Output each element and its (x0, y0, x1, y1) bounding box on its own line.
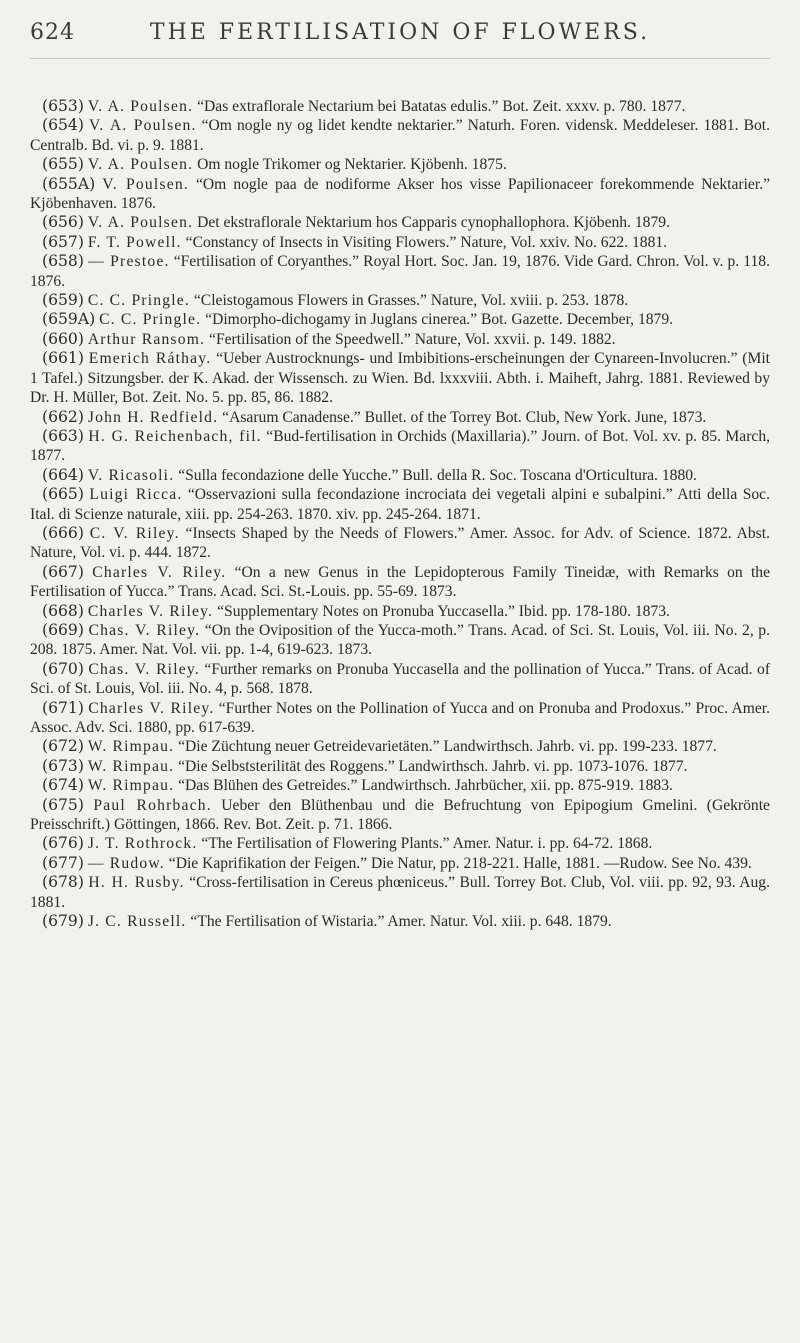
bibliography-entry (30, 408, 770, 427)
entry-number: (655) (42, 155, 84, 174)
entry-author: — Prestoe. (88, 253, 170, 271)
bibliography-entry (30, 252, 770, 291)
entry-text: “Die Züchtung neuer Getreidevarietäten.” Landwirthsch. Jahrb. vi. pp. 199-233. 1877. (174, 738, 717, 756)
entry-text: “Supplementary Notes on Pronuba Yuccasella.” Ibid. pp. 178-180. 1873. (213, 602, 670, 620)
bibliography-entry (30, 233, 770, 252)
entry-text: “Die Selbststerilität des Roggens.” Landwirthsch. Jahrb. vi. pp. 1073-1076. 1877. (174, 757, 688, 775)
entry-author: W. Rimpau. (87, 757, 175, 775)
entry-author: V. A. Poulsen. (87, 98, 194, 115)
entry-number: (679) (42, 912, 84, 931)
entry-number: (665) (42, 485, 84, 504)
page-number: 624 (30, 20, 75, 45)
entry-number: (677) (42, 853, 84, 872)
entry-author: V. A. Poulsen. (88, 117, 197, 135)
entry-number: (667) (42, 562, 84, 581)
bibliography-entry (30, 737, 770, 756)
entry-number: (658) (42, 252, 84, 271)
entry-text: “Ueber Austrocknungs- und Imbibitions-erscheinungen der Cynareen-Involucren.” (Mit 1 Tafel.) Sitzungsber. der K. Akad. der Wissensch. zu Wien. Bd. lxxxviii. Abth. i. Maiheft, Jahrg. 1881. Reviewed by Dr. H. Müller, Bot. Zeit. No. 5. pp. 85, 86. 1882. (30, 350, 771, 407)
entry-text: “Cross-fertilisation in Cereus phœniceus.” Bull. Torrey Bot. Club, Vol. viii. pp. 92, 93. Aug. 1881. (30, 874, 770, 911)
entry-text: “On the Oviposition of the Yucca-moth.” Trans. Acad. of Sci. St. Louis, Vol. iii. No. 2, p. 208. 1875. Amer. Nat. Vol. vii. pp. 1-4, 619-623. 1873. (30, 621, 770, 659)
entry-number: (675) (42, 795, 84, 814)
entry-text: “Further remarks on Pronuba Yuccasella and the pollination of Yucca.” Trans. of Acad. of Sci. of St. Louis, Vol. iii. No. 4, p. 568. 1878. (30, 660, 771, 698)
entry-number: (676) (42, 834, 84, 853)
entry-number: (657) (42, 232, 84, 251)
entry-text: “On a new Genus in the Lepidopterous Family Tineidæ, with Remarks on the Fertilisation of Yucca.” Trans. Acad. Sci. St.-Louis. pp. 55-69. 1873. (30, 563, 770, 601)
bibliography-entry (30, 97, 770, 116)
entry-number: (662) (42, 407, 84, 426)
entry-number: (661) (42, 349, 84, 368)
entry-text: “Bud-fertilisation in Orchids (Maxillaria).” Journ. of Bot. Vol. xv. p. 85. March, 1877. (30, 427, 771, 465)
entry-author: Luigi Ricca. (89, 486, 183, 504)
entry-text: “Das Blühen des Getreides.” Landwirthsch. Jahrbücher, xii. pp. 875-919. 1883. (174, 777, 673, 795)
entry-text: “The Fertilisation of Wistaria.” Amer. Natur. Vol. xiii. p. 648. 1879. (186, 913, 612, 931)
entry-text: “Further Notes on the Pollination of Yucca and on Pronuba and Prodoxus.” Proc. Amer. Assoc. Adv. Sci. 1880, pp. 617-639. (30, 699, 770, 736)
bibliography-list (30, 97, 770, 931)
entry-author: H. G. Reichenbach, fil. (88, 427, 262, 445)
running-title: THE FERTILISATION OF FLOWERS. (149, 20, 651, 45)
entry-number: (664) (42, 465, 84, 484)
entry-author: Chas. V. Riley. (88, 660, 200, 678)
bibliography-entry (30, 349, 770, 407)
entry-text: “Die Kaprifikation der Feigen.” Die Natur, pp. 218-221. Halle, 1881. —Rudow. See No. 439. (164, 854, 752, 872)
bibliography-entry (30, 310, 770, 329)
entry-number: (656) (42, 213, 84, 232)
entry-author: H. H. Rusby. (88, 874, 185, 892)
bibliography-entry (30, 854, 770, 873)
entry-text: “Fertilisation of Coryanthes.” Royal Hort. Soc. Jan. 19, 1876. Vide Gard. Chron. Vol. v. p. 118. 1876. (30, 253, 770, 290)
bibliography-entry (30, 660, 770, 699)
bibliography-entry (30, 524, 770, 563)
bibliography-entry (30, 116, 770, 155)
entry-text: “Das extraflorale Nectarium bei Batatas edulis.” Bot. Zeit. xxxv. p. 780. 1877. (193, 98, 686, 115)
bibliography-entry (30, 213, 770, 232)
bibliography-entry (30, 776, 770, 795)
bibliography-entry (30, 485, 770, 524)
entry-text: “Osservazioni sulla fecondazione incrociata dei vegetali alpini e subalpini.” Atti della Soc. Ital. di Scienze naturale, xiii. pp. 254-263. 1870. xiv. pp. 245-264. 1871. (30, 486, 770, 523)
entry-number: (668) (42, 601, 84, 620)
entry-text: “Insects Shaped by the Needs of Flowers.” Amer. Assoc. for Adv. of Science. 1872. Abst. Nature, Vol. vi. p. 444. 1872. (30, 524, 770, 562)
entry-number: (663) (42, 426, 84, 445)
entry-number: (666) (42, 523, 84, 542)
entry-author: Arthur Ransom. (87, 330, 206, 348)
entry-author: C. V. Riley. (89, 524, 180, 542)
entry-number: (672) (42, 737, 84, 756)
bibliography-entry (30, 330, 770, 349)
entry-author: J. T. Rothrock. (87, 835, 198, 853)
bibliography-entry (30, 834, 770, 853)
entry-author: Chas. V. Riley. (88, 621, 201, 639)
entry-author: W. Rimpau. (87, 777, 175, 795)
bibliography-entry (30, 796, 770, 835)
entry-author: V. Poulsen. (102, 175, 189, 193)
entry-number: (669) (42, 620, 84, 639)
bibliography-entry (30, 563, 770, 602)
entry-author: J. C. Russell. (87, 913, 187, 931)
entry-author: V. A. Poulsen. (87, 156, 194, 174)
bibliography-entry (30, 621, 770, 660)
entry-number: (670) (42, 659, 84, 678)
entry-text: “Om nogle paa de nodiforme Akser hos visse Papilionaceer forekommende Nektarier.” Kjöbenhaven. 1876. (30, 175, 771, 213)
bibliography-entry (30, 699, 770, 738)
bibliography-entry (30, 873, 770, 912)
entry-number: (678) (42, 873, 84, 892)
entry-number: (659A) (42, 310, 96, 329)
entry-number: (653) (42, 97, 84, 115)
entry-number: (660) (42, 329, 84, 348)
entry-text: Det ekstraflorale Nektarium hos Capparis cynophallophora. Kjöbenh. 1879. (193, 214, 670, 232)
entry-text: Ueber den Blüthenbau und die Befruchtung von Epipogium Gmelini. (Gekrönte Preisschrift.) Göttingen, 1866. Rev. Bot. Zeit. p. 71. 1866. (30, 796, 770, 834)
entry-number: (654) (42, 116, 84, 135)
entry-text: “The Fertilisation of Flowering Plants.” Amer. Natur. i. pp. 64-72. 1868. (197, 835, 653, 853)
entry-text: “Om nogle ny og lidet kendte nektarier.” Naturh. Foren. vidensk. Meddeleser. 1881. Bot. Centralb. Bd. vi. p. 9. 1881. (30, 117, 770, 154)
entry-author: Paul Rohrbach. (93, 796, 212, 814)
entry-text: “Constancy of Insects in Visiting Flowers.” Nature, Vol. xxiv. No. 622. 1881. (181, 233, 668, 251)
entry-number: (655A) (42, 174, 96, 193)
entry-number: (674) (42, 776, 84, 795)
entry-text: “Cleistogamous Flowers in Grasses.” Nature, Vol. xviii. p. 253. 1878. (189, 292, 629, 310)
bibliography-entry (30, 155, 770, 174)
entry-author: Emerich Ráthay. (88, 350, 212, 368)
bibliography-entry (30, 466, 770, 485)
bibliography-entry (30, 175, 770, 214)
bibliography-entry (30, 757, 770, 776)
entry-author: F. T. Powell. (87, 233, 182, 251)
entry-author: V. A. Poulsen. (87, 214, 194, 232)
entry-author: W. Rimpau. (87, 738, 175, 756)
entry-text: “Sulla fecondazione delle Yucche.” Bull. della R. Soc. Toscana d'Orticultura. 1880. (174, 466, 697, 484)
entry-author: C. C. Pringle. (99, 311, 202, 329)
entry-number: (671) (42, 698, 84, 717)
bibliography-entry (30, 602, 770, 621)
entry-author: Charles V. Riley. (92, 563, 227, 581)
entry-author: — Rudow. (87, 854, 165, 872)
page-header (30, 0, 770, 59)
entry-text: “Dimorpho-dichogamy in Juglans cinerea.” Bot. Gazette. December, 1879. (201, 311, 674, 329)
entry-author: Charles V. Riley. (88, 699, 215, 717)
bibliography-entry (30, 427, 770, 466)
bibliography-entry (30, 291, 770, 310)
entry-text: “Asarum Canadense.” Bullet. of the Torrey Bot. Club, New York. June, 1873. (218, 408, 707, 426)
entry-number: (673) (42, 756, 84, 775)
bibliography-entry (30, 912, 770, 931)
entry-number: (659) (42, 291, 84, 310)
entry-text: Om nogle Trikomer og Nektarier. Kjöbenh. 1875. (193, 156, 507, 174)
entry-author: Charles V. Riley. (87, 602, 214, 620)
entry-author: C. C. Pringle. (87, 292, 190, 310)
entry-author: John H. Redfield. (87, 408, 219, 426)
entry-text: “Fertilisation of the Speedwell.” Nature, Vol. xxvii. p. 149. 1882. (205, 330, 616, 348)
page (30, 0, 770, 931)
entry-author: V. Ricasoli. (87, 466, 175, 484)
